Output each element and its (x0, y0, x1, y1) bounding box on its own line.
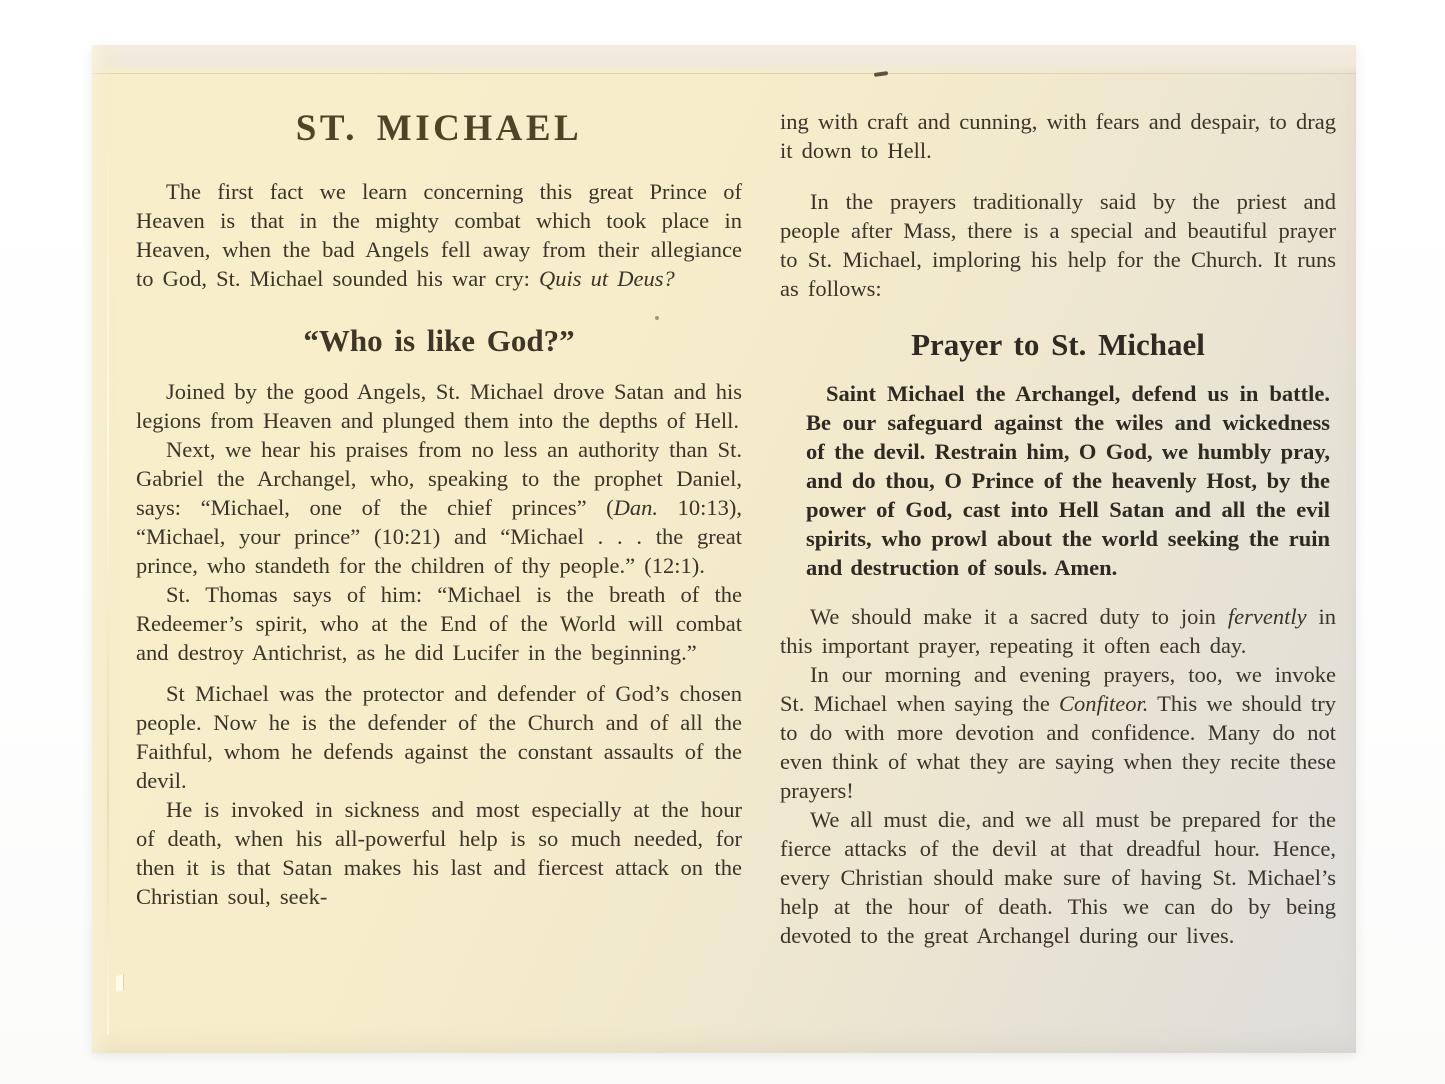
paper-tear-notch (116, 974, 124, 993)
left-column (136, 105, 742, 911)
top-fold-edge (92, 45, 1356, 74)
paragraph-continuation: ing with craft and cunning, with fears and despair, to drag it down to Hell. (780, 109, 1336, 163)
paragraph-morning-evening-prayers: In our morning and evening prayers, too, we invoke St. Michael when saying the Confiteor. This we should try to do with more devotion and confidence. Many do not even think of what they are saying when they recite these prayers! (780, 662, 1336, 803)
section-heading-who-is-like-god: “Who is like God?” (303, 323, 575, 358)
paragraph-joined-by-angels: Joined by the good Angels, St. Michael drove Satan and his legions from Heaven and plunged them into the depths of Hell. (136, 379, 742, 433)
page-title: ST. MICHAEL (295, 108, 583, 149)
paragraph-prayers-after-mass: In the prayers traditionally said by the priest and people after Mass, there is a special and beautiful prayer to St. Michael, imploring his help for the Church. It runs as follows: (780, 189, 1336, 301)
paragraph-intro: The first fact we learn concerning this great Prince of Heaven is that in the mighty combat which took place in Heaven, when the bad Angels fell away from their allegiance to God, St. Michael sounded his war cry: Quis ut Deus? (136, 179, 742, 291)
paragraph-st-thomas: St. Thomas says of him: “Michael is the breath of the Redeemer’s spirit, who at the End of the World will combat and destroy Antichrist, as he did Lucifer in the beginning.” (136, 582, 742, 665)
prayer-text: Saint Michael the Archangel, defend us in battle. Be our safeguard against the wiles and wickedness of the devil. Restrain him, O God, we humbly pray, and do thou, O Prince of the heavenly Host, by the power of God, cast into Hell Satan and all the evil spirits, who prowl about the world seeking the ruin and destruction of souls. Amen. (806, 381, 1330, 580)
paragraph-protector-defender: St Michael was the protector and defender of God’s chosen people. Now he is the defender of the Church and of all the Faithful, whom he defends against the constant assaults of the devil. (136, 681, 742, 793)
pamphlet-page (92, 45, 1356, 1053)
paragraph-we-all-must-die: We all must die, and we all must be prepared for the fierce attacks of the devil at that dreadful hour. Hence, every Christian should make sure of having St. Michael’s help at the hour of death. This we can do by being devoted to the great Archangel during our lives. (780, 807, 1336, 948)
paragraph-invoked-in-sickness: He is invoked in sickness and most especially at the hour of death, when his all-powerful help is so much needed, for then it is that Satan makes his last and fiercest attack on the Christian soul, seek- (136, 797, 742, 909)
section-heading-prayer: Prayer to St. Michael (911, 327, 1205, 362)
paragraph-gabriel-daniel: Next, we hear his praises from no less an authority than St. Gabriel the Archangel, who, speaking to the prophet Daniel, says: “Michael, one of the chief princes” (Dan. 10:13), “Michael, your prince” (10:21) and “Michael . . . the great prince, who standeth for the children of thy people.” (12:1). (136, 437, 742, 578)
left-crease (107, 105, 109, 1035)
paper-speck (874, 71, 888, 77)
paragraph-sacred-duty: We should make it a sacred duty to join fervently in this important prayer, repeating it often each day. (780, 604, 1336, 658)
right-column (780, 107, 1336, 950)
